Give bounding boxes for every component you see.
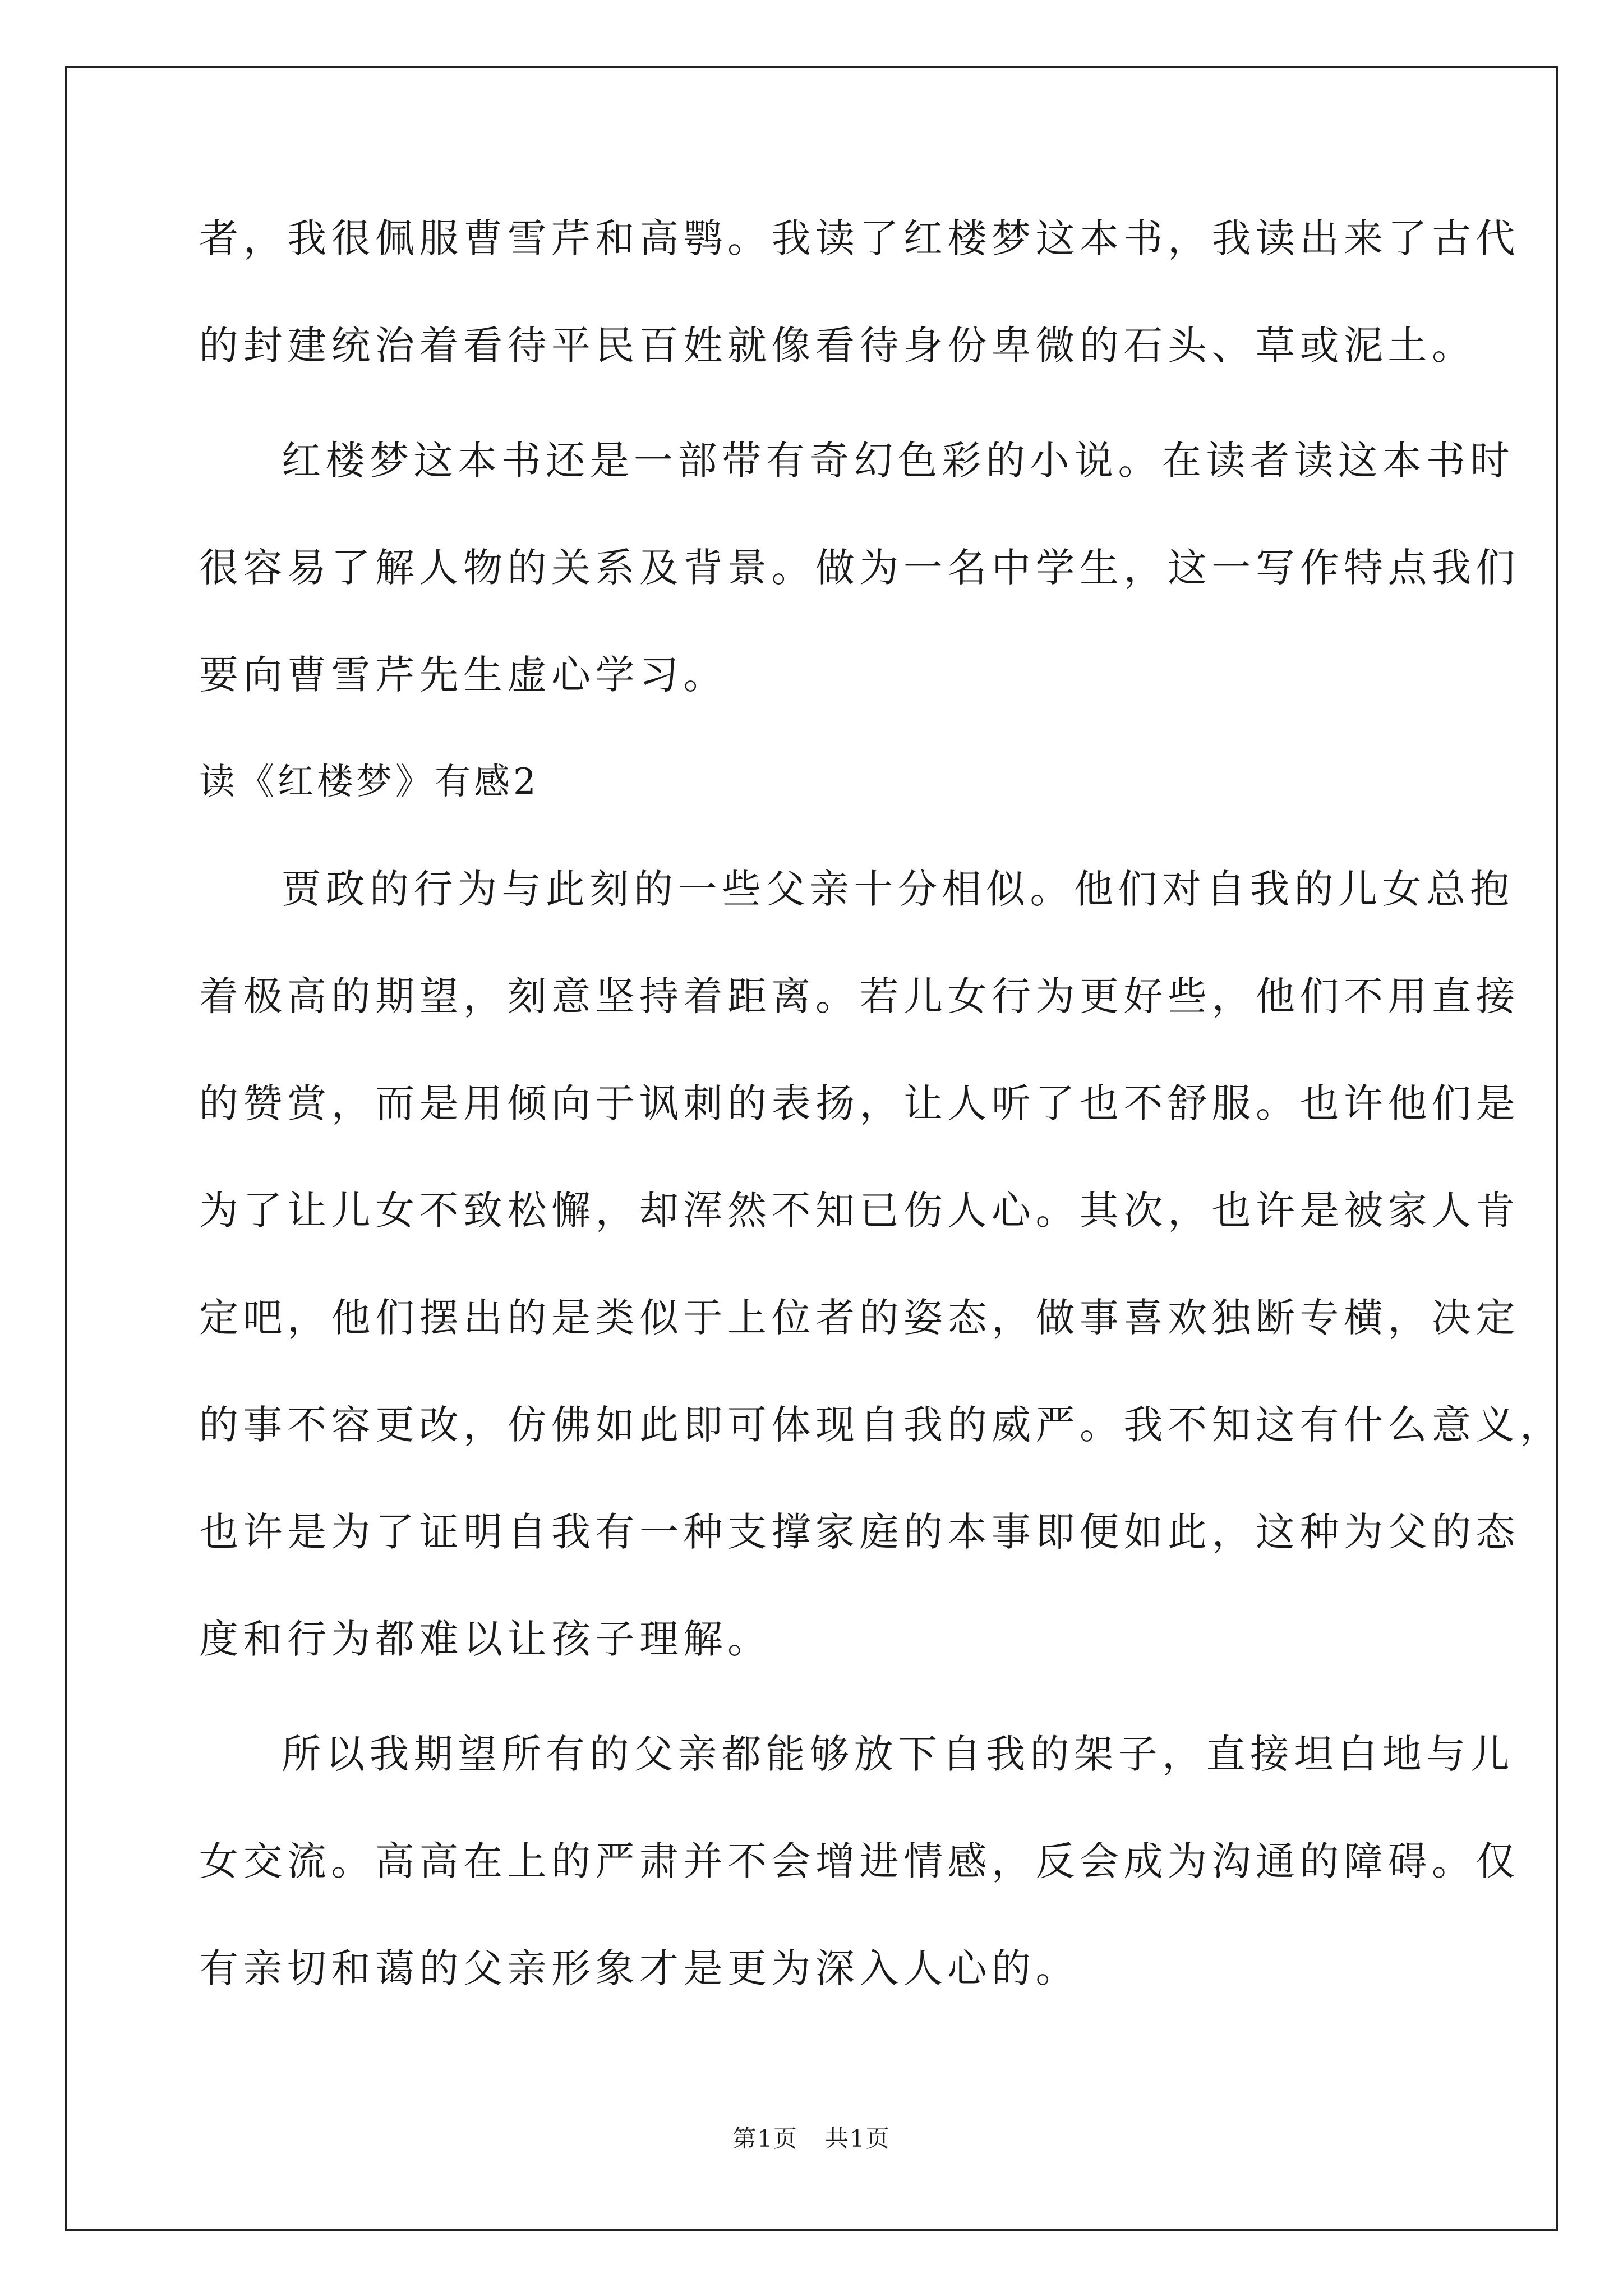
page-footer (0, 2125, 1623, 2153)
text-line: 女交流。高高在上的严肃并不会增进情感，反会成为沟通的障碍。仅 (199, 1838, 1520, 1884)
text-line: 的事不容更改，仿佛如此即可体现自我的威严。我不知这有什么意义， (199, 1402, 1564, 1448)
section-heading: 读《红楼梦》有感2 (199, 761, 540, 803)
text-line: 也许是为了证明自我有一种支撑家庭的本事即便如此，这种为父的态 (199, 1509, 1520, 1555)
text-line: 所以我期望所有的父亲都能够放下自我的架子，直接坦白地与儿 (282, 1731, 1514, 1777)
text-line: 要向曹雪芹先生虚心学习。 (199, 652, 727, 698)
text-line: 定吧，他们摆出的是类似于上位者的姿态，做事喜欢独断专横，决定 (199, 1295, 1520, 1341)
text-line: 为了让儿女不致松懈，却浑然不知已伤人心。其次，也许是被家人肯 (199, 1188, 1520, 1234)
text-line: 很容易了解人物的关系及背景。做为一名中学生，这一写作特点我们 (199, 545, 1520, 591)
text-line: 的赞赏，而是用倾向于讽刺的表扬，让人听了也不舒服。也许他们是 (199, 1080, 1520, 1126)
text-line: 红楼梦这本书还是一部带有奇幻色彩的小说。在读者读这本书时 (282, 438, 1514, 484)
text-line: 着极高的期望，刻意坚持着距离。若儿女行为更好些，他们不用直接 (199, 973, 1520, 1019)
text-line: 贾政的行为与此刻的一些父亲十分相似。他们对自我的儿女总抱 (282, 866, 1514, 912)
document-body (199, 215, 1564, 2056)
page-total: 共1页 (825, 2125, 891, 2152)
text-line: 度和行为都难以让孩子理解。 (199, 1616, 772, 1662)
text-line: 者，我很佩服曹雪芹和高鹗。我读了红楼梦这本书，我读出来了古代 (199, 215, 1520, 261)
text-line: 的封建统治着看待平民百姓就像看待身份卑微的石头、草或泥土。 (199, 323, 1476, 369)
page-number: 第1页 (732, 2125, 798, 2152)
text-line: 有亲切和蔼的父亲形象才是更为深入人心的。 (199, 1945, 1080, 1991)
